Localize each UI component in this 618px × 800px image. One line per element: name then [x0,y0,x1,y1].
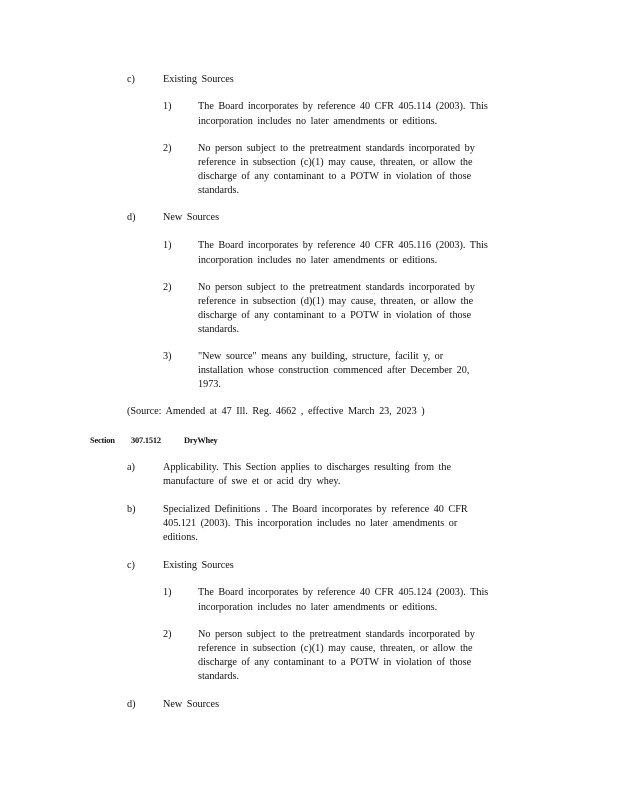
item-d3-line: "New source" means any building, structure, facilit y, or [198,351,444,362]
item-c1-line: The Board incorporates by reference 40 CFR 405.114 (2003). This [198,101,488,112]
item-c2-number: 2) [163,629,172,640]
item-d1-line: incorporation includes no later amendments or editions. [198,255,438,266]
section-number: 307.1512 [131,436,161,445]
subsection-c-label: c) [127,560,135,571]
item-d2-line: discharge of any contaminant to a POTW in violation of those [198,310,472,321]
item-c2-line: reference in subsection (c)(1) may cause, threaten, or allow the [198,157,473,168]
subsection-d-label: d) [127,212,136,223]
subsection-c-title: Existing Sources [163,74,234,85]
item-d3-line: 1973. [198,379,221,390]
subsection-a-line: manufacture of swe et or acid dry whey. [163,476,341,487]
item-c1-line: incorporation includes no later amendments or editions. [198,116,438,127]
item-d2-line: reference in subsection (d)(1) may cause, threaten, or allow the [198,296,474,307]
item-d3-line: installation whose construction commenced after December 20, [198,365,470,376]
section-label: Section [90,436,115,445]
subsection-d-title: New Sources [163,699,220,710]
section-title: DryWhey [184,436,218,445]
item-c2-line: standards. [198,671,240,682]
subsection-b-label: b) [127,504,136,515]
subsection-b-line: editions. [163,532,198,543]
subsection-c-label: c) [127,74,135,85]
item-d3-number: 3) [163,351,172,362]
subsection-d-label: d) [127,699,136,710]
item-c2-line: No person subject to the pretreatment standards incorporated by [198,143,475,154]
item-c1-line: incorporation includes no later amendments or editions. [198,602,438,613]
item-c2-line: reference in subsection (c)(1) may cause, threaten, or allow the [198,643,473,654]
item-c2-number: 2) [163,143,172,154]
item-d1-number: 1) [163,240,172,251]
subsection-c-title: Existing Sources [163,560,234,571]
subsection-a-label: a) [127,462,135,473]
subsection-a-line: Applicability. This Section applies to discharges resulting from the [163,462,451,473]
source-note: (Source: Amended at 47 Ill. Reg. 4662 , effective March 23, 2023 ) [127,406,425,417]
item-c2-line: No person subject to the pretreatment standards incorporated by [198,629,475,640]
item-d2-line: No person subject to the pretreatment standards incorporated by [198,282,475,293]
item-d2-number: 2) [163,282,172,293]
item-c2-line: discharge of any contaminant to a POTW in violation of those [198,171,472,182]
item-c1-number: 1) [163,101,172,112]
subsection-d-title: New Sources [163,212,220,223]
item-c1-line: The Board incorporates by reference 40 CFR 405.124 (2003). This [198,587,489,598]
subsection-b-line: Specialized Definitions . The Board incorporates by reference 40 CFR [163,504,468,515]
item-c1-number: 1) [163,587,172,598]
item-c2-line: standards. [198,185,240,196]
item-d1-line: The Board incorporates by reference 40 CFR 405.116 (2003). This [198,240,488,251]
item-d2-line: standards. [198,324,240,335]
subsection-b-line: 405.121 (2003). This incorporation includes no later amendments or [163,518,458,529]
item-c2-line: discharge of any contaminant to a POTW in violation of those [198,657,472,668]
